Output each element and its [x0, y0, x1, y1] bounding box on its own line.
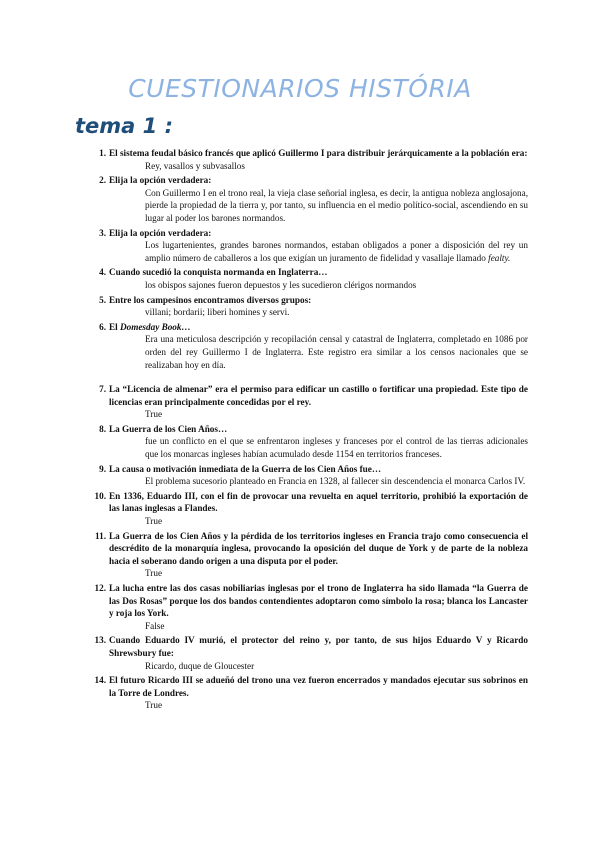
question-item: [88, 147, 528, 172]
answer-main: True: [145, 700, 163, 711]
question-number: 11.: [95, 530, 106, 541]
question-item: [88, 423, 528, 461]
question-number: 3.: [99, 227, 106, 238]
answer-text: [109, 408, 528, 421]
question-text: Elija la opción verdadera:: [109, 175, 212, 186]
question-item: [88, 530, 528, 580]
answer-main: Era una meticulosa descripción y recopilación censal y catastral de Inglaterra, completado en 1086 por orden del rey Guillermo I de Inglaterra. Este registro era similar a los censos nacionales que se realizaban hoy en día.: [145, 334, 528, 370]
question-number: 1.: [99, 148, 106, 158]
answer-italic: fealty.: [485, 252, 511, 263]
answer-main: los obispos sajones fueron depuestos y les sucedieron clérigos normandos: [145, 279, 417, 290]
question-item: [88, 174, 528, 224]
question-text: [109, 321, 528, 334]
answer-main: El problema sucesorio planteado en Francia en 1328, al fallecer sin descendencia el monarca Carlos IV.: [145, 476, 526, 487]
question-item: [88, 674, 528, 712]
answer-text: [109, 699, 528, 712]
question-number: 7.: [99, 384, 106, 395]
section-heading: tema 1 :: [75, 114, 173, 138]
answer-main: fue un conflicto en el que se enfrentaron ingleses y franceses por el control de las tierras adicionales que los monarcas ingleses habían acumulado desde 1154 en territorios franceses.: [145, 436, 528, 460]
answer-text: [109, 306, 528, 319]
question-text-italic: Domesday Book…: [119, 321, 191, 332]
question-text: Cuando sucedió la conquista normanda en Inglaterra…: [109, 267, 328, 278]
answer-main: True: [145, 409, 163, 420]
question-text: La Guerra de los Cien Años…: [109, 423, 228, 434]
question-list: [88, 147, 528, 714]
question-text: La Guerra de los Cien Años y la pérdida de los territorios ingleses en Francia trajo como consecuencia el descrédito de la monarquía inglesa, provocando la oposición del duque de York y de parte de la nobleza hacia el soberano dando origen a una disputa por el poder.: [109, 530, 528, 566]
question-text: La lucha entre las dos casas nobiliarias inglesas por el trono de Inglaterra ha sido llamada “la Guerra de las Dos Rosas” porque los dos bandos contendientes adoptaron como símbolo la rosa; blanca los Lancaster y roja los York.: [109, 583, 528, 619]
question-number: 6.: [99, 321, 106, 332]
answer-text: [109, 435, 528, 460]
answer-main: Con Guillermo I en el trono real, la vieja clase señorial inglesa, es decir, la antigua nobleza anglosajona, pierde la propiedad de la tierra y, por tanto, su influencia en el medio político-social, ascendiendo en su lugar al poder los barones normandos.: [145, 187, 528, 223]
question-text: Elija la opción verdadera:: [109, 227, 212, 238]
question-text: El futuro Ricardo III se adueñó del trono una vez fueron encerrados y mandados ejecutar sus sobrinos en la Torre de Londres.: [109, 675, 528, 698]
answer-text: [109, 660, 528, 673]
question-number: 13.: [94, 635, 106, 646]
question-text-prefix: El: [109, 321, 120, 332]
question-number: 4.: [99, 267, 106, 278]
document-title: CUESTIONARIOS HISTÓRIA: [128, 74, 472, 103]
question-text: La “Licencia de almenar” era el permiso para edificar un castillo o fortificar una propiedad. Este tipo de licencias eran principalmente concedidas por el rey.: [109, 384, 528, 407]
question-item: [88, 294, 528, 319]
question-text: Entre los campesinos encontramos diversos grupos:: [109, 294, 312, 305]
question-item: [88, 227, 528, 265]
question-text: Cuando Eduardo IV murió, el protector del reino y, por tanto, de sus hijos Eduardo V y Ricardo Shrewsbury fue:: [109, 635, 528, 658]
question-item: [88, 582, 528, 632]
answer-text: [109, 567, 528, 580]
question-number: 8.: [99, 423, 106, 434]
question-number: 5.: [99, 294, 106, 305]
question-item: [88, 490, 528, 528]
answer-main: True: [145, 568, 163, 579]
answer-text: [109, 239, 528, 264]
answer-main: villani; bordarii; liberi homines y servi.: [145, 307, 290, 318]
answer-main: Ricardo, duque de Gloucester: [145, 660, 255, 671]
question-number: 2.: [99, 175, 106, 186]
question-text: En 1336, Eduardo III, con el fin de provocar una revuelta en aquel territorio, prohibió la exportación de las lanas inglesas a Flandes.: [109, 490, 528, 514]
answer-text: [109, 515, 528, 528]
question-item: [88, 266, 528, 291]
question-item: [88, 463, 528, 488]
answer-text: [109, 333, 528, 371]
answer-main: Los lugartenientes, grandes barones normandos, estaban obligados a poner a disposición del rey un amplio número de caballeros a los que exigían un juramento de fidelidad y vasallaje llamado: [145, 240, 528, 263]
question-item: [88, 634, 528, 672]
answer-main: True: [145, 516, 163, 527]
question-item: [88, 383, 528, 421]
answer-text: [109, 187, 528, 225]
answer-main: Rey, vasallos y subvasallos: [145, 160, 245, 171]
question-number: 12.: [94, 583, 106, 593]
question-item: [88, 321, 528, 371]
question-number: 9.: [99, 463, 106, 474]
question-number: 14.: [94, 675, 106, 686]
answer-text: [109, 620, 528, 633]
answer-text: [109, 475, 528, 488]
question-text: La causa o motivación inmediata de la Guerra de los Cien Años fue…: [109, 463, 382, 474]
question-text: El sistema feudal básico francés que aplicó Guillermo I para distribuir jerárquicamente a la población era:: [109, 148, 528, 158]
answer-text: [109, 279, 528, 292]
answer-main: False: [145, 620, 165, 631]
question-number: 10.: [94, 490, 106, 501]
answer-text: [109, 160, 528, 173]
